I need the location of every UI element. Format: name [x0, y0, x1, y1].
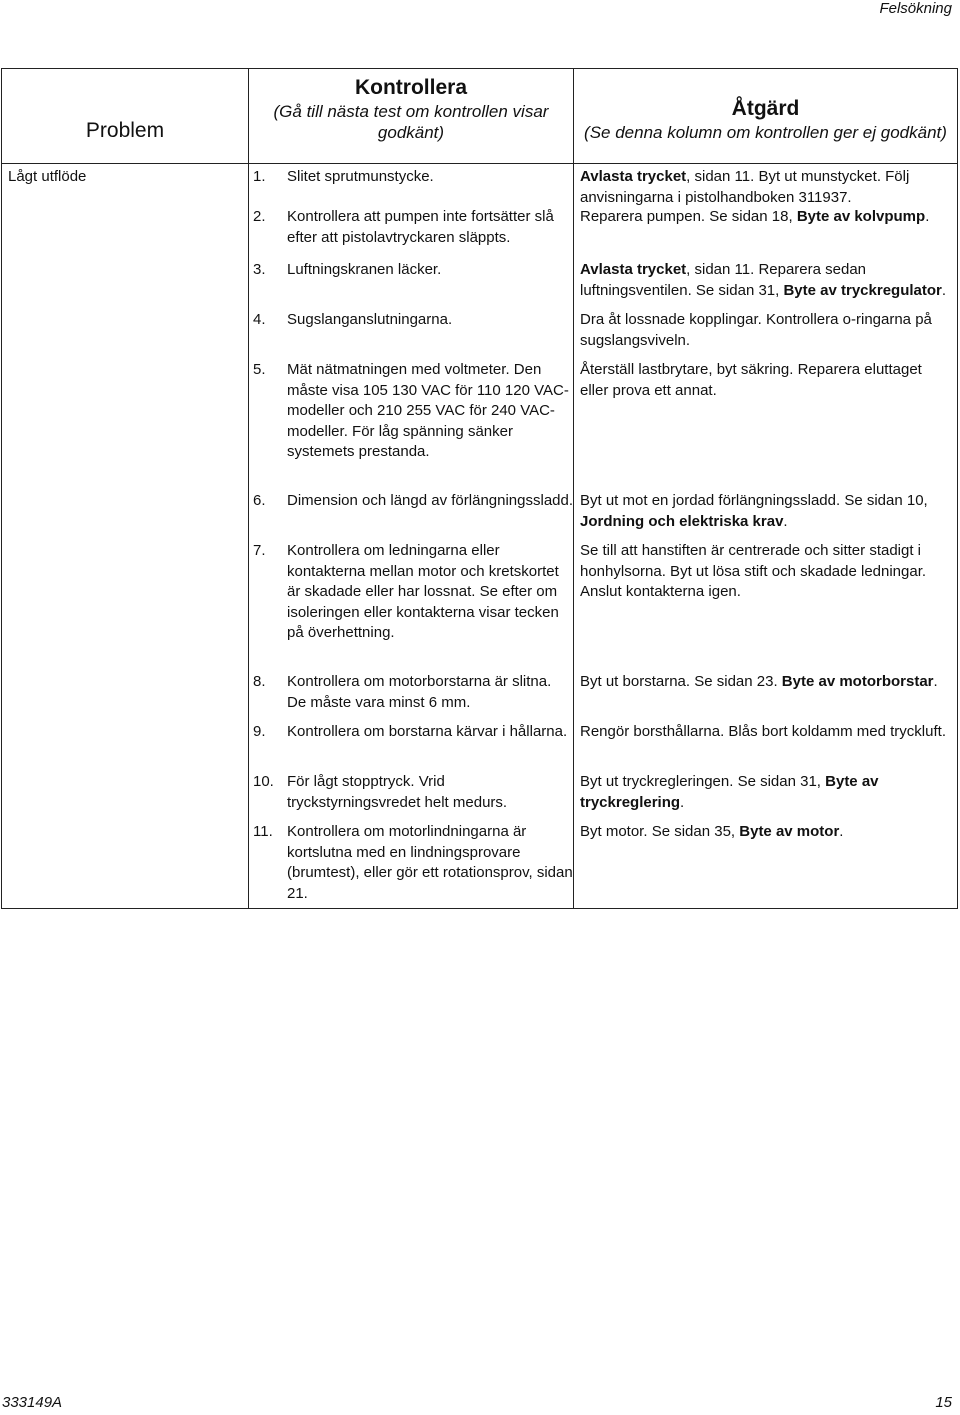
action-item [580, 672, 953, 722]
check-item [253, 541, 573, 672]
action-text: . [839, 823, 844, 840]
check-text: Dimension och längd av förlängningssladd. [287, 492, 574, 509]
check-item [253, 822, 573, 902]
action-text: , sidan 11. Reparera sedan luftningsventilen. Se sidan 31, [580, 261, 867, 299]
action-emphasis: Avlasta trycket [580, 168, 687, 185]
check-number: 9. [253, 723, 266, 740]
action-item [580, 541, 953, 672]
check-item [253, 491, 573, 541]
action-text: Rengör borsthållarna. Blås bort koldamm med tryckluft. [580, 723, 946, 740]
action-text: Återställ lastbrytare, byt säkring. Reparera eluttaget eller prova ett annat. [580, 361, 922, 399]
table-row [2, 164, 958, 909]
action-item [580, 310, 953, 360]
action-text: Dra åt lossnade kopplingar. Kontrollera o-ringarna på sugslangsviveln. [580, 311, 932, 349]
actions-list [580, 167, 953, 902]
troubleshooting-table [1, 68, 958, 909]
check-number: 7. [253, 542, 266, 559]
check-text: Sugslanganslutningarna. [287, 311, 453, 328]
action-text: Byt ut tryckregleringen. Se sidan 31, [580, 773, 826, 790]
action-item [580, 491, 953, 541]
action-text: . [933, 673, 938, 690]
check-item [253, 722, 573, 772]
action-emphasis: Byte av motorborstar [781, 673, 934, 690]
column-header-action [574, 69, 958, 164]
problem-cell: Lågt utflöde [2, 164, 249, 909]
checks-cell [249, 164, 574, 909]
checks-list [253, 167, 573, 902]
action-item [580, 772, 953, 822]
check-text: Luftningskranen läcker. [287, 261, 442, 278]
action-text: Byt ut borstarna. Se sidan 23. [580, 673, 782, 690]
check-number: 11. [253, 823, 273, 840]
check-number: 8. [253, 673, 266, 690]
action-item [580, 722, 953, 772]
action-text: . [783, 512, 788, 530]
actions-cell [574, 164, 958, 909]
check-number: 2. [253, 208, 266, 225]
action-item [580, 822, 953, 902]
action-header-title: Åtgärd [731, 97, 800, 120]
check-text: Kontrollera om motorborstarna är slitna. De måste vara minst 6 mm. [287, 673, 552, 711]
action-emphasis: Byte av kolvpump [796, 208, 926, 225]
check-item [253, 360, 573, 491]
check-item [253, 310, 573, 360]
action-text: . [925, 208, 930, 225]
check-text: För lågt stopptryck. Vrid tryckstyrningsvredet helt medurs. [287, 773, 508, 811]
check-text: Kontrollera om motorlindningarna är kortslutna med en lindningsprovare (brumtest), eller gör ett rotationsprov, sidan 21. [287, 823, 573, 902]
column-header-problem: Problem [2, 69, 249, 164]
action-text: , sidan 11. Byt ut munstycket. Följ anvisningarna i pistolhandboken 311937. [580, 168, 910, 206]
check-item [253, 672, 573, 722]
check-header-title: Kontrollera [354, 76, 467, 99]
check-text: Kontrollera att pumpen inte fortsätter slå efter att pistolavtryckaren släppts. [287, 208, 554, 246]
check-item [253, 207, 573, 260]
action-emphasis: Byte av tryckreglering [580, 773, 879, 811]
check-item [253, 260, 573, 310]
check-text: Kontrollera om ledningarna eller kontakterna mellan motor och kretskortet är skadade eller har lossnat. Se efter om isoleringen eller kontakterna visar tecken på överhettning. [287, 542, 559, 641]
table-header-row [2, 69, 958, 164]
check-item [253, 167, 573, 207]
action-text: Se till att hanstiften är centrerade och sitter stadigt i honhylsorna. Byt ut lösa stift och skadade ledningar. Anslut kontakterna igen. [580, 542, 927, 600]
check-text: Kontrollera om borstarna kärvar i hållarna. [287, 723, 568, 740]
check-number: 5. [253, 361, 266, 378]
action-text: . [680, 793, 685, 811]
action-text: Byt motor. Se sidan 35, [580, 823, 740, 840]
check-header-subtitle: (Gå till nästa test om kontrollen visar godkänt) [273, 102, 549, 142]
column-header-check [249, 69, 574, 164]
action-header-subtitle: (Se denna kolumn om kontrollen ger ej godkänt) [584, 123, 947, 142]
action-text: Byt ut mot en jordad förlängningssladd. Se sidan 10, [580, 492, 928, 509]
action-emphasis: Byte av motor [739, 823, 840, 840]
document-number: 333149A [2, 1394, 63, 1411]
action-text: . [941, 281, 947, 299]
action-text: Reparera pumpen. Se sidan 18, [580, 208, 797, 225]
check-number: 1. [253, 168, 266, 185]
action-item [580, 260, 953, 310]
action-emphasis: Byte av tryckregulator [783, 281, 942, 299]
action-emphasis: Jordning och elektriska krav [580, 512, 784, 530]
check-item [253, 772, 573, 822]
check-text: Slitet sprutmunstycke. [287, 168, 434, 185]
action-emphasis: Avlasta trycket [580, 261, 687, 278]
page-number: 15 [935, 1394, 952, 1411]
check-text: Mät nätmatningen med voltmeter. Den måste visa 105 130 VAC för 110 120 VAC-modeller och 210 255 VAC för 240 VAC-modeller. För låg spänning sänker systemets prestanda. [287, 361, 569, 460]
check-number: 6. [253, 492, 266, 509]
action-item [580, 207, 953, 260]
check-number: 4. [253, 311, 266, 328]
action-item [580, 360, 953, 491]
check-number: 10. [253, 773, 274, 790]
check-number: 3. [253, 261, 266, 278]
action-item [580, 167, 953, 207]
section-title: Felsökning [879, 0, 952, 17]
